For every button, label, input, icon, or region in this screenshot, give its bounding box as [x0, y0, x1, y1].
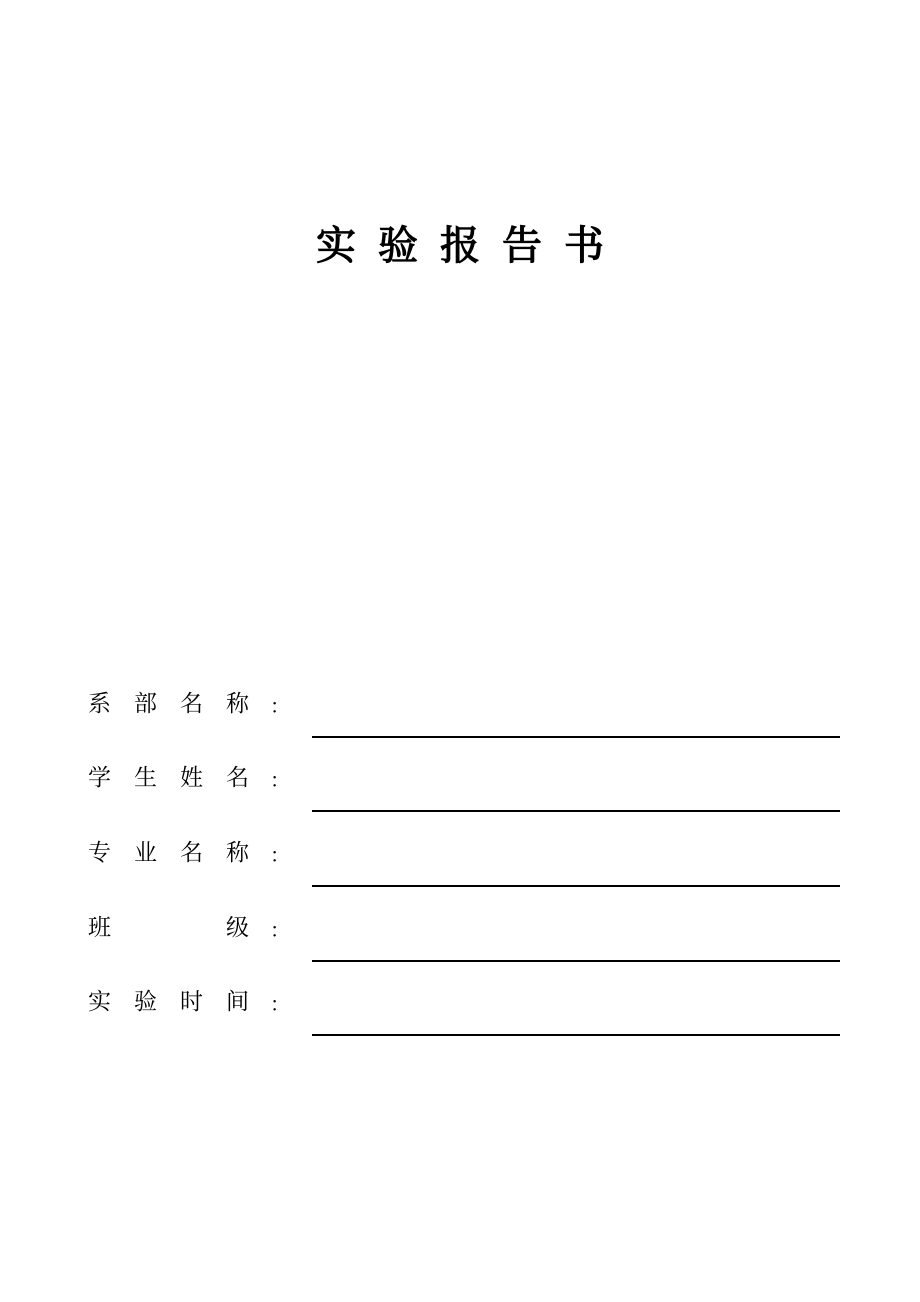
label-char: 时 [180, 989, 203, 1015]
experiment-time-input-line[interactable] [312, 1034, 840, 1036]
field-major [88, 837, 840, 897]
label-colon: ： [270, 768, 290, 792]
report-title: 实验报告书 [316, 222, 626, 269]
class-input-line[interactable] [312, 960, 840, 962]
label-char: 名 [226, 765, 249, 791]
label-char: 名 [180, 691, 203, 717]
field-student-name [88, 762, 840, 822]
label-char: 班 [88, 915, 111, 941]
label-char: 系 [88, 691, 111, 717]
department-input-line[interactable] [312, 736, 840, 738]
field-department [88, 688, 840, 748]
major-input-line[interactable] [312, 885, 840, 887]
label-char: 部 [134, 691, 157, 717]
label-char: 名 [180, 840, 203, 866]
label-char: 业 [134, 840, 157, 866]
label-char: 级 [226, 915, 249, 941]
label-char: 生 [134, 765, 157, 791]
label-char: 学 [88, 765, 111, 791]
label-char: 专 [88, 840, 111, 866]
field-experiment-time [88, 986, 840, 1046]
label-colon: ： [270, 992, 290, 1016]
label-char: 称 [226, 840, 249, 866]
label-char: 称 [226, 691, 249, 717]
label-colon: ： [270, 918, 290, 942]
label-char: 间 [226, 989, 249, 1015]
label-colon: ： [270, 694, 290, 718]
student-name-input-line[interactable] [312, 810, 840, 812]
field-class [88, 912, 840, 972]
label-char: 姓 [180, 765, 203, 791]
label-char: 验 [134, 989, 157, 1015]
label-char: 实 [88, 989, 111, 1015]
label-colon: ： [270, 843, 290, 867]
